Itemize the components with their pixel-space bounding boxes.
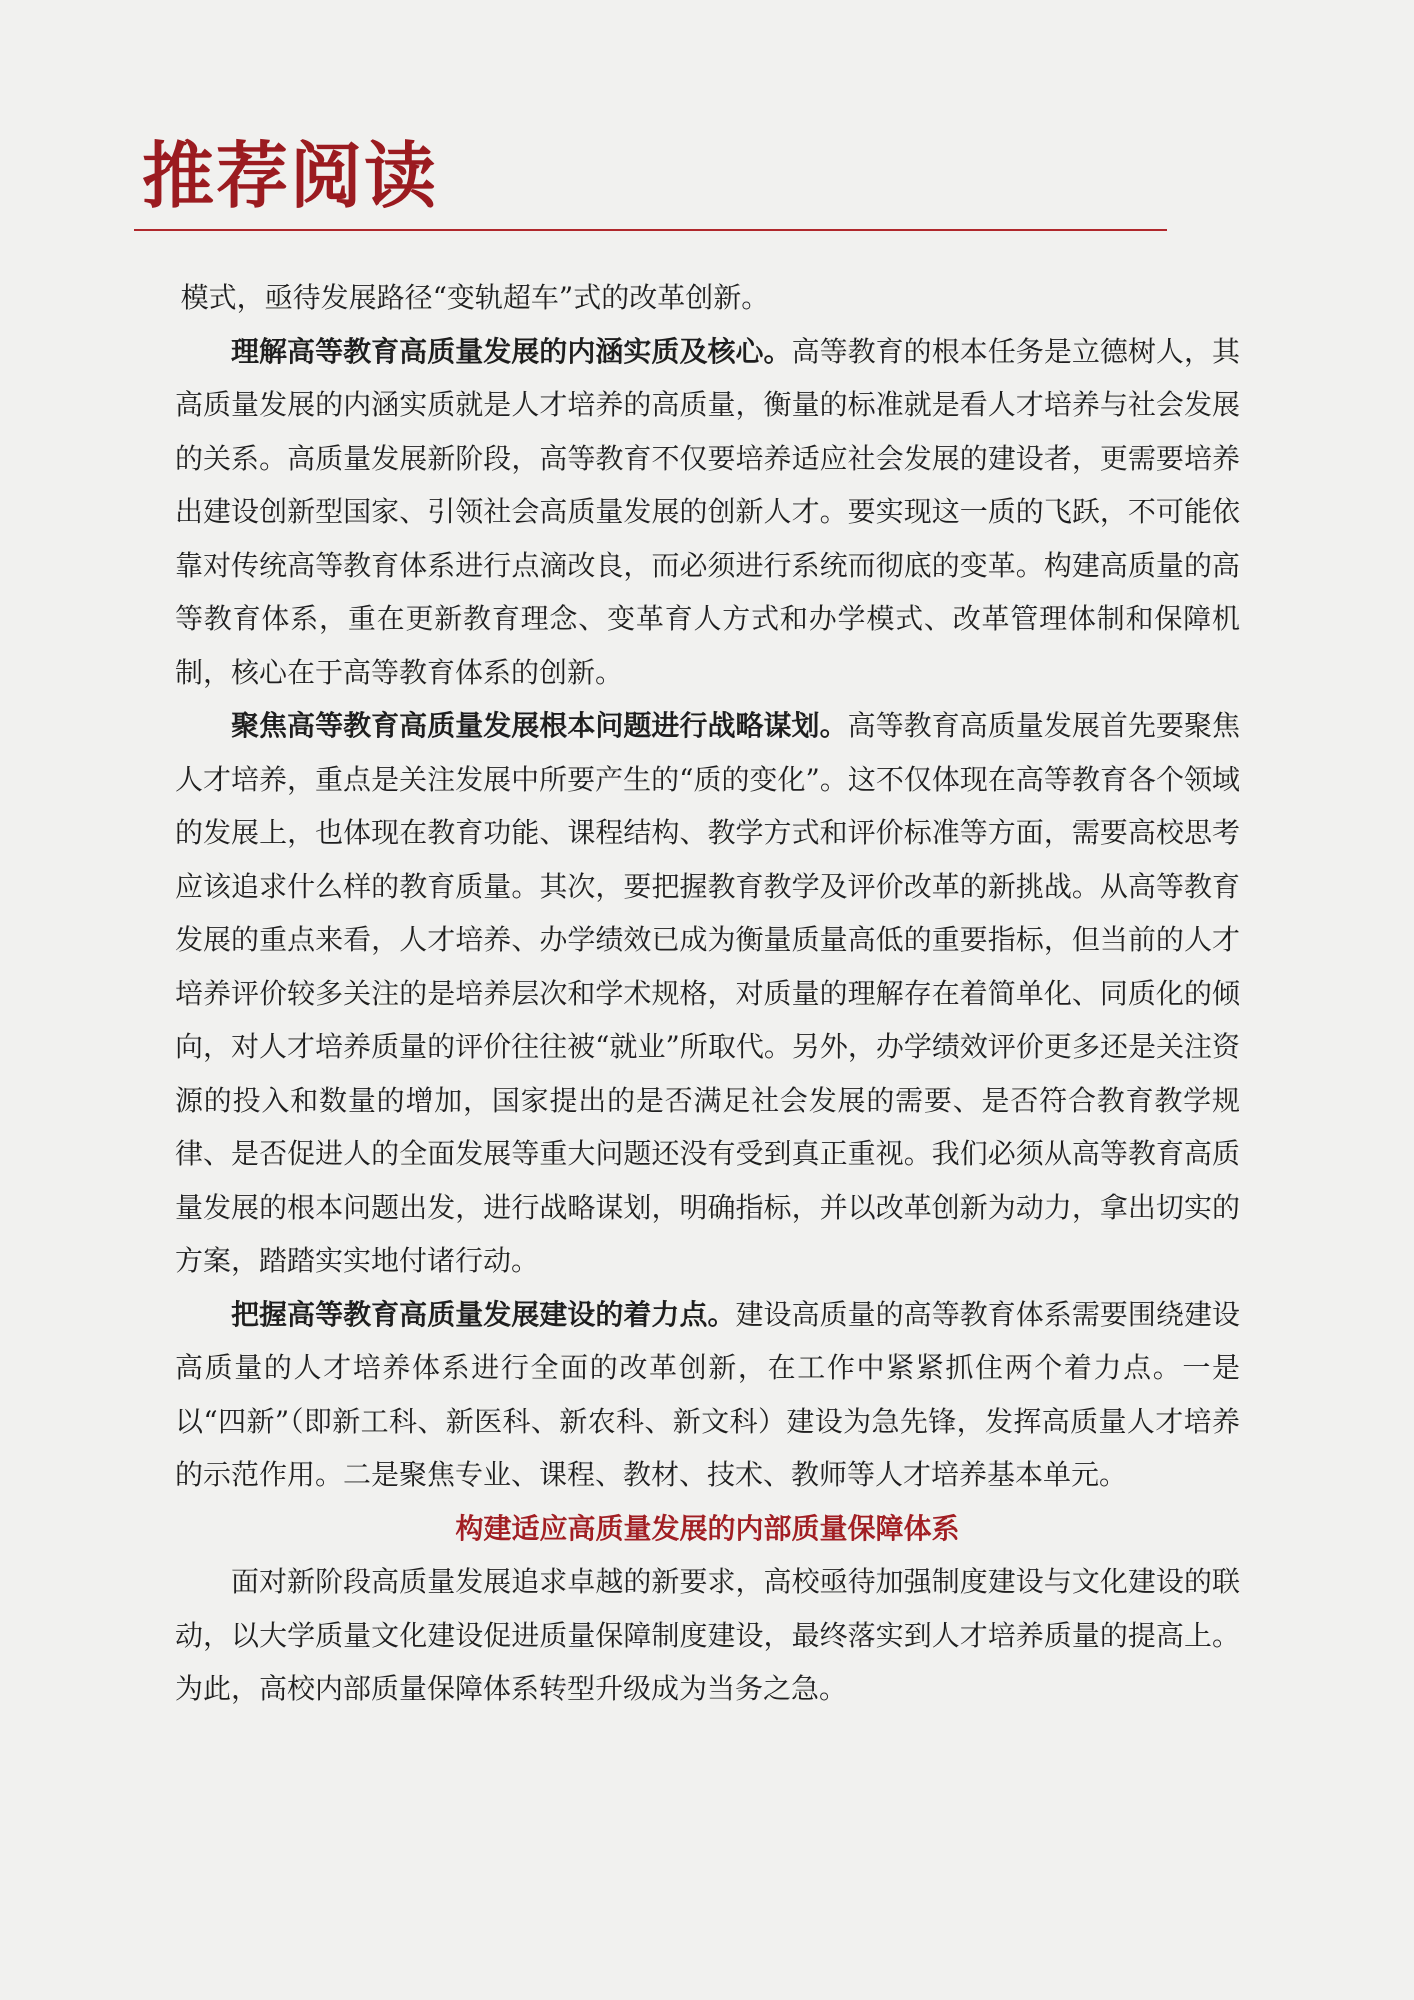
page-title: 推荐阅读	[142, 133, 439, 218]
paragraph-text: 高等教育高质量发展首先要聚焦人才培养，重点是关注发展中所要产生的“质的变化”。这不仅体现在高等教育各个领域的发展上，也体现在教育功能、课程结构、教学方式和评价标准等方面，需要高校思考应该追求什么样的教育质量。其次，要把握教育教学及评价改革的新挑战。从高等教育发展的重点来看，人才培养、办学绩效已成为衡量质量高低的重要指标，但当前的人才培养评价较多关注的是培养层次和学术规格，对质量的理解存在着简单化、同质化的倾向，对人才培养质量的评价往往被“就业”所取代。另外，办学绩效评价更多还是关注资源的投入和数量的增加，国家提出的是否满足社会发展的需要、是否符合教育教学规律、是否促进人的全面发展等重大问题还没有受到真正重视。我们必须从高等教育高质量发展的根本问题出发，进行战略谋划，明确指标，并以改革创新为动力，拿出切实的方案，踏踏实实地付诸行动。	[175, 709, 1240, 1277]
intro-continuation: 模式，亟待发展路径“变轨超车”式的改革创新。	[180, 281, 770, 314]
paragraph-focus-points	[175, 1288, 1240, 1502]
paragraph-quality-assurance: 面对新阶段高质量发展追求卓越的新要求，高校亟待加强制度建设与文化建设的联动，以大学质量文化建设促进质量保障制度建设，最终落实到人才培养质量的提高上。为此，高校内部质量保障体系转型升级成为当务之急。	[175, 1565, 1240, 1705]
paragraph-text: 高等教育的根本任务是立德树人，其高质量发展的内涵实质就是人才培养的高质量，衡量的标准就是看人才培养与社会发展的关系。高质量发展新阶段，高等教育不仅要培养适应社会发展的建设者，更需要培养出建设创新型国家、引领社会高质量发展的创新人才。要实现这一质的飞跃，不可能依靠对传统高等教育体系进行点滴改良，而必须进行系统而彻底的变革。构建高质量的高等教育体系，重在更新教育理念、变革育人方式和办学模式、改革管理体制和保障机制，核心在于高等教育体系的创新。	[175, 334, 1240, 689]
header-divider	[134, 229, 1167, 231]
page-header	[142, 128, 1167, 232]
section-heading: 构建适应高质量发展的内部质量保障体系	[455, 1511, 960, 1545]
article-body	[175, 271, 1240, 1716]
paragraph-lead: 理解高等教育高质量发展的内涵实质及核心。	[231, 334, 792, 368]
paragraph-understanding	[175, 325, 1240, 700]
paragraph-lead: 聚焦高等教育高质量发展根本问题进行战略谋划。	[231, 709, 848, 742]
paragraph-strategy	[175, 699, 1240, 1288]
paragraph-lead: 把握高等教育高质量发展建设的着力点。	[231, 1297, 736, 1331]
paragraph-text: 建设高质量的高等教育体系需要围绕建设高质量的人才培养体系进行全面的改革创新，在工作中紧紧抓住两个着力点。一是以“四新”（即新工科、新医科、新农科、新文科）建设为急先锋，发挥高质量人才培养的示范作用。二是聚焦专业、课程、教材、技术、教师等人才培养基本单元。	[175, 1297, 1240, 1491]
